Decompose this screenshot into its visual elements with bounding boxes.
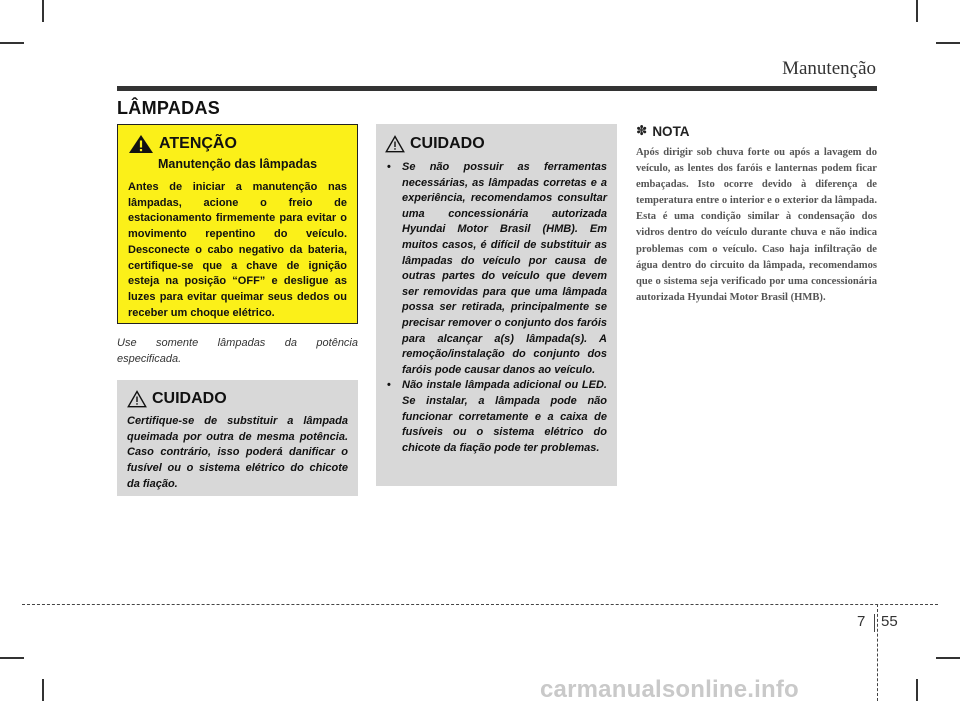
crop-mark [916, 679, 918, 701]
caution-triangle-outline-icon [127, 390, 147, 408]
crop-mark [936, 657, 960, 659]
asterisk-icon: ✽ [636, 123, 648, 138]
caution-title: CUIDADO [410, 135, 485, 152]
intro-text: Use somente lâmpadas da potência especificada. [117, 337, 358, 365]
note-title: NOTA [652, 123, 690, 139]
caution-body: Certifique-se de substituir a lâmpada queimada por outra de mesma potência. Caso contrário, isso poderá danificar o fusível ou o sistema elétrico do chicote da fiação. [127, 415, 348, 490]
warning-subtitle: Manutenção das lâmpadas [157, 157, 318, 171]
list-item: • Se não possuir as ferramentas necessárias, as lâmpadas corretas e a experiência, recomendamos consultar uma concessionária autorizada Hyundai Motor Brasil (HMB). Em muitos casos, é difícil de substituir as lâmpadas do veículo por causa de outras partes do veículo que devem ser removidas para que uma lâmpada possa ser retirada, principalmente se precisar remover o conjunto dos faróis para alcançar a(s) lâmpada(s). A remoção/instalação do conjunto dos faróis pode causar danos ao veículo. [385, 160, 607, 378]
caution-heading [127, 390, 348, 408]
crop-mark [0, 42, 24, 44]
trim-line [877, 604, 878, 701]
page-title: LÂMPADAS [117, 98, 221, 118]
caution-box-tools [376, 124, 617, 486]
caution-triangle-outline-icon [385, 135, 405, 153]
warning-box [117, 124, 358, 324]
page-number-divider [874, 614, 875, 632]
note-body: Após dirigir sob chuva forte ou após a lavagem do veículo, as lentes dos faróis e lanternas podem ficar embaçadas. Isto ocorre devido à diferença de temperatura entre o interior e o exterior da lâmpada. Esta é uma condição similar à condensação dos vidros dentro do veículo durante chuva e não indica problemas com o veículo. Caso haja infiltração de água dentro do circuito da lâmpada, recomendamos que o sistema seja verificado por uma concessionária autorizada Hyundai Motor Brasil (HMB). [636, 147, 877, 303]
caution-box-fuse [117, 380, 358, 496]
warning-heading [128, 134, 347, 154]
chapter-number: 7 [857, 613, 866, 630]
caution-title: CUIDADO [152, 390, 227, 407]
caution-list [385, 160, 607, 456]
note-section [636, 123, 877, 306]
crop-mark [42, 679, 44, 701]
warning-title: ATENÇÃO [159, 135, 237, 152]
page-number: 55 [881, 613, 898, 630]
section-label: Manutenção [782, 58, 876, 79]
crop-mark [42, 0, 44, 22]
trim-line [22, 604, 938, 605]
warning-triangle-filled-icon [128, 134, 154, 154]
note-heading [636, 123, 877, 139]
list-item: • Não instale lâmpada adicional ou LED. Se instalar, a lâmpada pode não funcionar corretamente e a caixa de fusíveis ou o sistema elétrico do chicote da fiação pode ter problemas. [385, 378, 607, 456]
crop-mark [0, 657, 24, 659]
header-rule [117, 86, 877, 91]
caution-heading [385, 135, 607, 153]
crop-mark [936, 42, 960, 44]
warning-body: Antes de iniciar a manutenção nas lâmpadas, acione o freio de estacionamento firmemente para evitar o movimento repentino do veículo. Desconecte o cabo negativo da bateria, certifique-se que a chave de ignição esteja na posição “OFF” e desligue as luzes para evitar queimar seus dedos ou receber um choque elétrico. [128, 181, 347, 319]
watermark: carmanualsonline.info [540, 676, 799, 703]
crop-mark [916, 0, 918, 22]
